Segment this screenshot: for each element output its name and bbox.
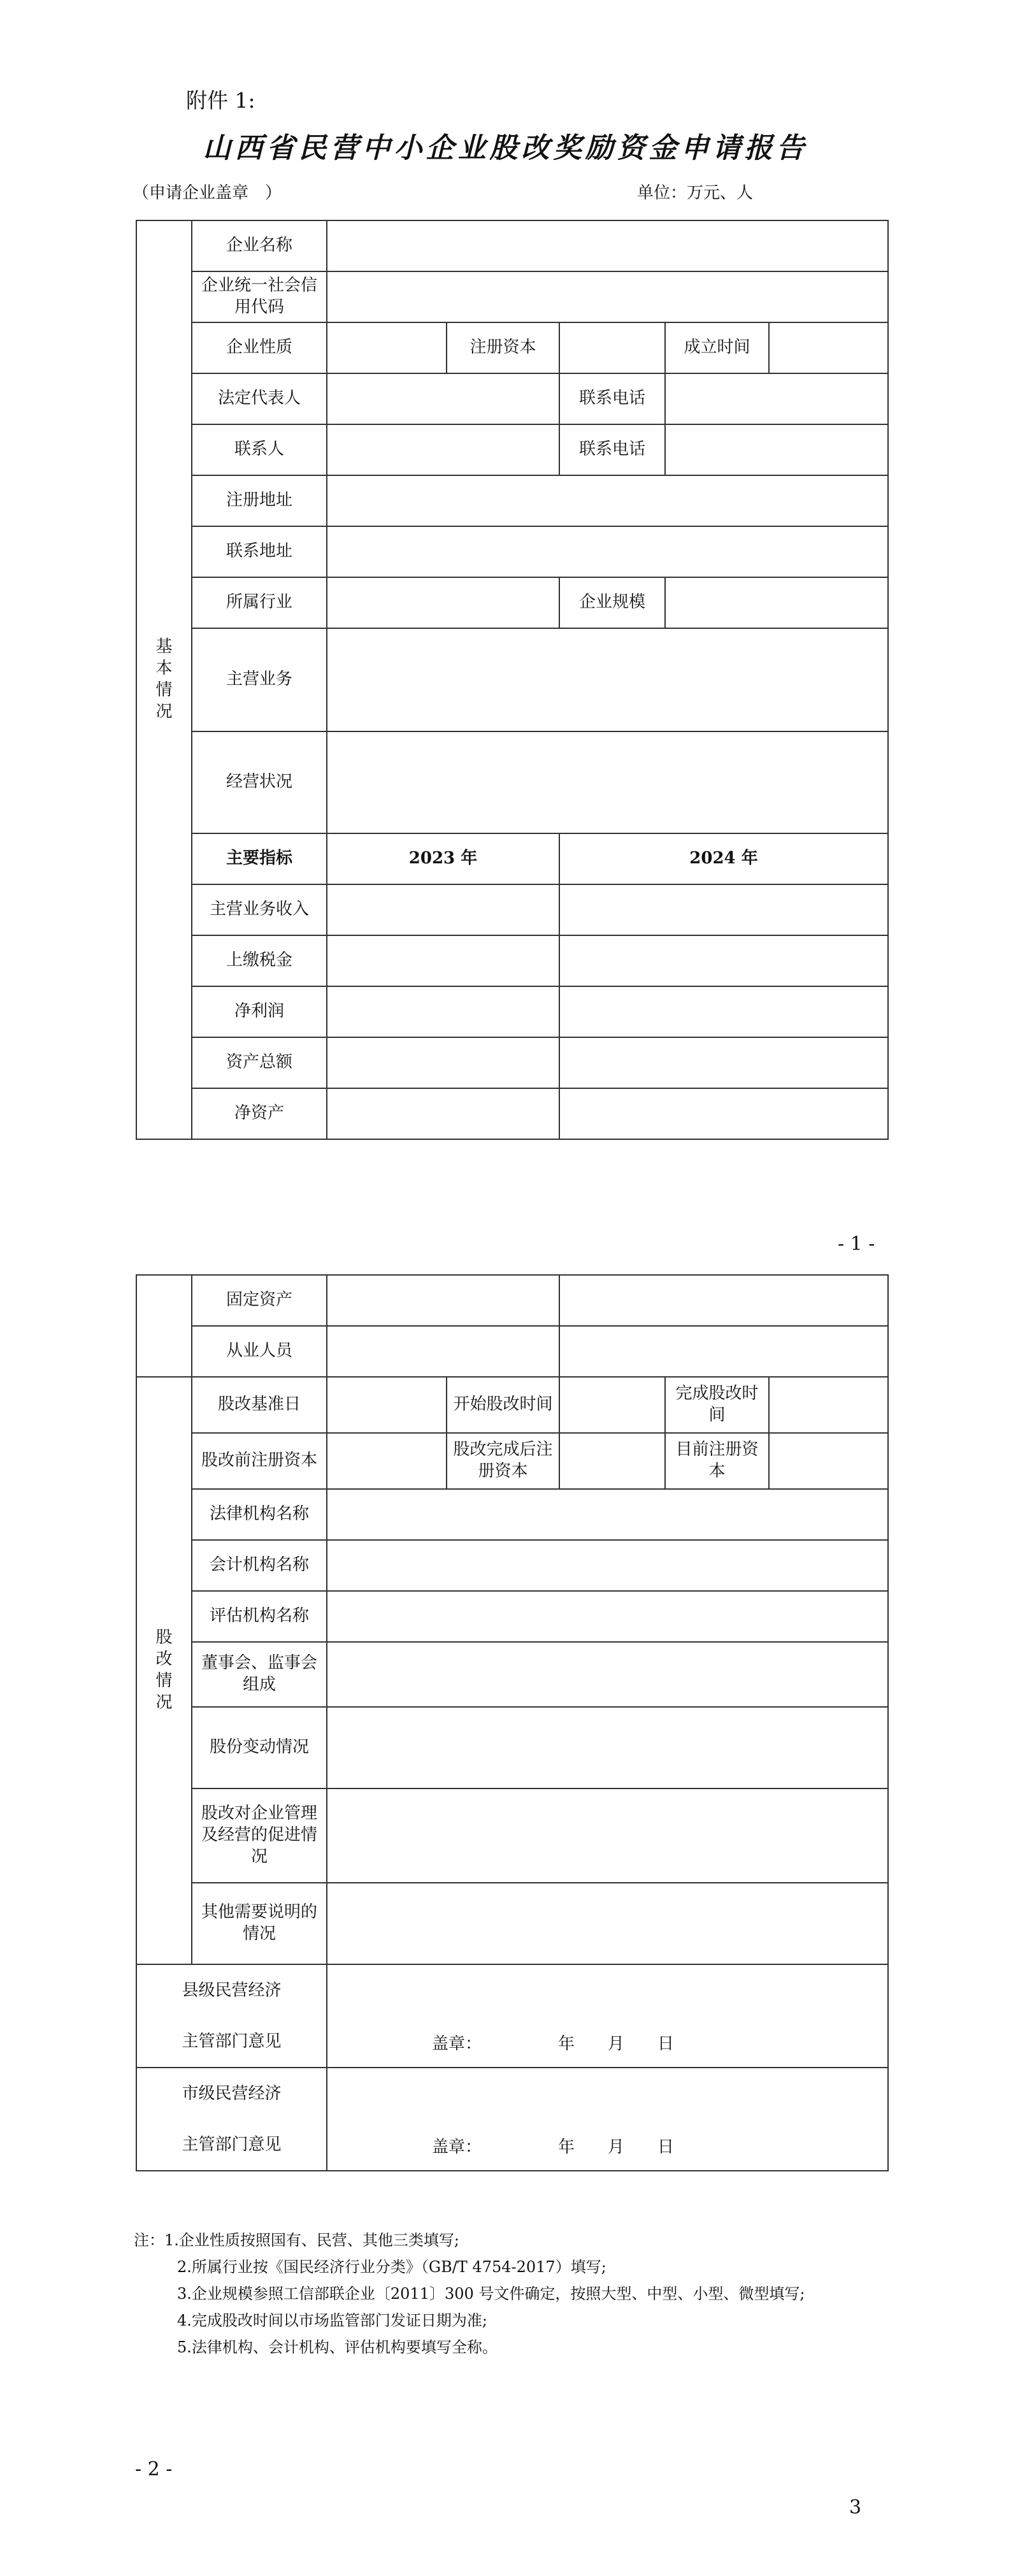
input-law-firm[interactable] (327, 1489, 888, 1540)
input-indicator-2024[interactable] (559, 1088, 888, 1139)
input-capital-now[interactable] (769, 1433, 888, 1489)
label-capital-after: 股改完成后注册资本 (447, 1433, 559, 1489)
input-scale[interactable] (665, 577, 888, 628)
input-indicator-2024[interactable] (559, 1037, 888, 1088)
input-promotion[interactable] (327, 1788, 888, 1883)
input-indicator-2023[interactable] (327, 1037, 559, 1088)
label-main-business: 主营业务 (192, 628, 327, 731)
notes-block (134, 2227, 805, 2361)
label-indicator: 净资产 (192, 1088, 327, 1139)
label-credit-code: 企业统一社会信用代码 (192, 271, 327, 322)
input-indicator-2023[interactable] (327, 935, 559, 986)
input-reg-address[interactable] (327, 475, 888, 526)
input-capital-before[interactable] (327, 1433, 447, 1489)
label-appraisal: 评估机构名称 (192, 1591, 327, 1642)
input-start-time[interactable] (559, 1377, 665, 1433)
label-capital-now: 目前注册资本 (665, 1433, 769, 1489)
note-item: 3.企业规模参照工信部联企业〔2011〕300 号文件确定，按照大型、中型、小型、微型填写; (177, 2285, 805, 2303)
label-indicators: 主要指标 (192, 833, 327, 884)
input-indicator-2024[interactable] (559, 1275, 888, 1326)
input-other[interactable] (327, 1883, 888, 1964)
label-share-change: 股份变动情况 (192, 1707, 327, 1788)
label-indicator: 固定资产 (192, 1275, 327, 1326)
label-law-firm: 法律机构名称 (192, 1489, 327, 1540)
label-nature: 企业性质 (192, 322, 327, 373)
stamp-label: （申请企业盖章 ） (133, 183, 282, 203)
section-restructure-title: 股 改 情 况 (136, 1377, 192, 1964)
input-indicator-2023[interactable] (327, 1275, 559, 1326)
basic-info-table (136, 220, 889, 1140)
input-contact[interactable] (327, 424, 559, 475)
input-company-name[interactable] (327, 220, 888, 271)
label-scale: 企业规模 (559, 577, 665, 628)
label-base-date: 股改基准日 (192, 1377, 327, 1433)
label-accounting: 会计机构名称 (192, 1540, 327, 1591)
input-phone1[interactable] (665, 373, 888, 424)
page-number-2: - 2 - (135, 2458, 173, 2480)
input-indicator-2024[interactable] (559, 935, 888, 986)
label-end-time: 完成股改时间 (665, 1377, 769, 1433)
input-contact-address[interactable] (327, 526, 888, 577)
label-indicator: 从业人员 (192, 1326, 327, 1377)
page-index: 3 (849, 2496, 862, 2519)
section-basic-cont (136, 1275, 192, 1377)
label-year-2024: 2024 年 (559, 833, 888, 884)
input-phone2[interactable] (665, 424, 888, 475)
input-indicator-2023[interactable] (327, 1088, 559, 1139)
input-indicator-2024[interactable] (559, 884, 888, 935)
input-indicator-2023[interactable] (327, 986, 559, 1037)
label-company-name: 企业名称 (192, 220, 327, 271)
label-legal-rep: 法定代表人 (192, 373, 327, 424)
label-phone2: 联系电话 (559, 424, 665, 475)
label-contact-address: 联系地址 (192, 526, 327, 577)
input-capital-after[interactable] (559, 1433, 665, 1489)
label-promotion: 股改对企业管理及经营的促进情况 (192, 1788, 327, 1883)
label-year-2023: 2023 年 (327, 833, 559, 884)
section-basic-title: 基 本 情 况 (136, 220, 192, 1139)
label-board: 董事会、监事会组成 (192, 1642, 327, 1707)
label-operation: 经营状况 (192, 731, 327, 833)
input-main-business[interactable] (327, 628, 888, 731)
input-board[interactable] (327, 1642, 888, 1707)
label-capital-before: 股改前注册资本 (192, 1433, 327, 1489)
page-number-1: - 1 - (838, 1233, 875, 1255)
input-credit-code[interactable] (327, 271, 888, 322)
note-item: 4.完成股改时间以市场监管部门发证日期为准; (177, 2312, 487, 2329)
label-indicator: 资产总额 (192, 1037, 327, 1088)
restructure-table (136, 1274, 889, 2171)
label-indicator: 主营业务收入 (192, 884, 327, 935)
input-accounting[interactable] (327, 1540, 888, 1591)
label-reg-address: 注册地址 (192, 475, 327, 526)
input-base-date[interactable] (327, 1377, 447, 1433)
label-phone1: 联系电话 (559, 373, 665, 424)
note-first: 注：1.企业性质按照国有、民营、其他三类填写; (134, 2231, 459, 2249)
label-other: 其他需要说明的情况 (192, 1883, 327, 1964)
attachment-label: 附件 1: (186, 88, 255, 113)
unit-label: 单位：万元、人 (637, 183, 754, 203)
label-county-opinion: 县级民营经济 主管部门意见 (136, 1964, 327, 2068)
input-indicator-2023[interactable] (327, 884, 559, 935)
input-share-change[interactable] (327, 1707, 888, 1788)
input-registered-capital[interactable] (559, 322, 665, 373)
label-industry: 所属行业 (192, 577, 327, 628)
label-city-opinion: 市级民营经济 主管部门意见 (136, 2068, 327, 2171)
input-legal-rep[interactable] (327, 373, 559, 424)
input-established[interactable] (769, 322, 888, 373)
label-start-time: 开始股改时间 (447, 1377, 559, 1433)
input-county-opinion[interactable] (327, 1964, 888, 2068)
form-title: 山西省民营中小企业股改奖励资金申请报告 (203, 132, 808, 164)
label-contact: 联系人 (192, 424, 327, 475)
input-indicator-2024[interactable] (559, 1326, 888, 1377)
input-end-time[interactable] (769, 1377, 888, 1433)
input-industry[interactable] (327, 577, 559, 628)
input-appraisal[interactable] (327, 1591, 888, 1642)
label-established: 成立时间 (665, 322, 769, 373)
note-item: 5.法律机构、会计机构、评估机构要填写全称。 (177, 2338, 498, 2356)
input-city-opinion[interactable] (327, 2068, 888, 2171)
input-indicator-2023[interactable] (327, 1326, 559, 1377)
county-signature-line: 盖章： 年 月 日 (432, 2034, 675, 2054)
input-operation[interactable] (327, 731, 888, 833)
input-indicator-2024[interactable] (559, 986, 888, 1037)
city-signature-line: 盖章： 年 月 日 (432, 2138, 675, 2157)
label-indicator: 净利润 (192, 986, 327, 1037)
input-nature[interactable] (327, 322, 447, 373)
note-item: 2.所属行业按《国民经济行业分类》（GB/T 4754-2017）填写; (177, 2258, 606, 2276)
label-registered-capital: 注册资本 (447, 322, 559, 373)
label-indicator: 上缴税金 (192, 935, 327, 986)
